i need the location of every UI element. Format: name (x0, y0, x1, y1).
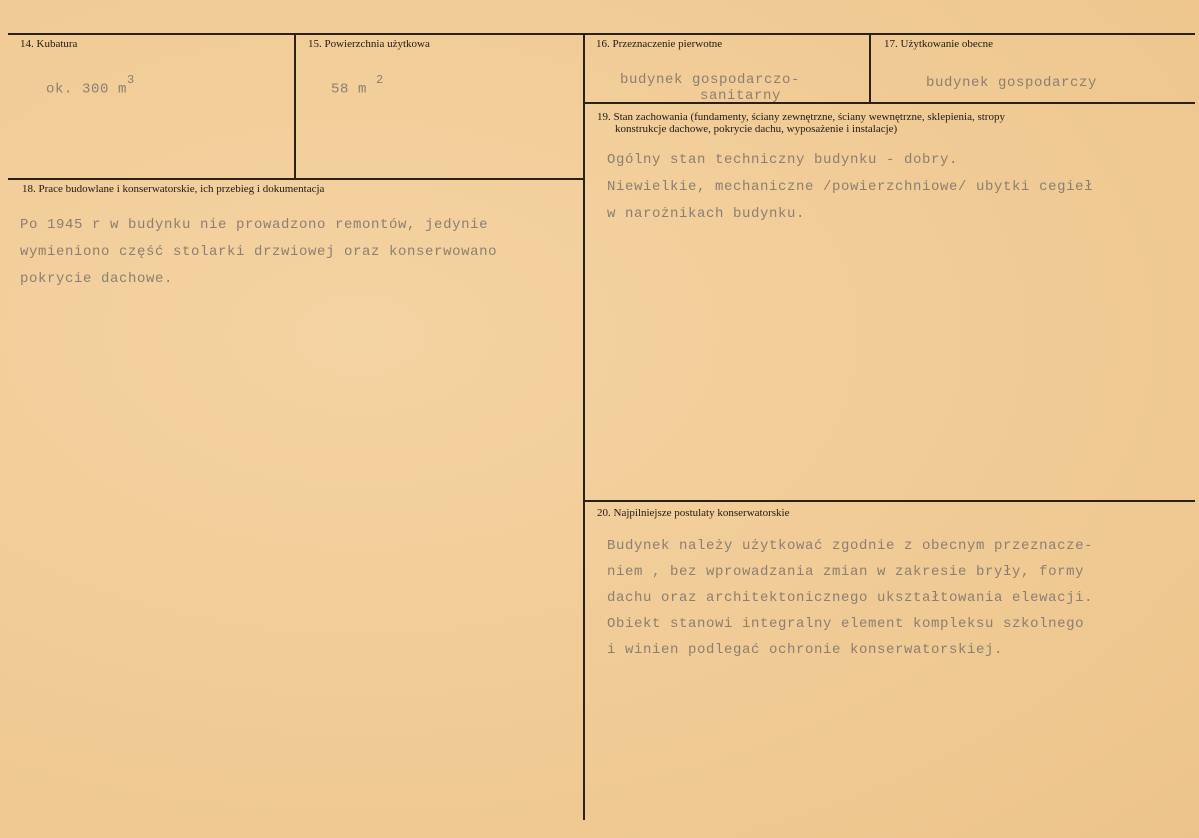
field-20-line-4: Obiekt stanowi integralny element kompleksu szkolnego (607, 616, 1085, 632)
divider-h-right-bottom (584, 500, 1195, 502)
divider-h-right-top (584, 102, 1195, 104)
divider-v-3 (869, 34, 871, 103)
field-14-label: 14. Kubatura (20, 38, 78, 50)
field-20-line-1: Budynek należy użytkować zgodnie z obecnym przeznacze- (607, 538, 1094, 554)
field-17-label: 17. Użytkowanie obecne (884, 38, 994, 50)
field-18-line-3: pokrycie dachowe. (20, 271, 174, 287)
field-19-line-1: Ogólny stan techniczny budynku - dobry. (607, 152, 959, 168)
field-19-label-line-2: konstrukcje dachowe, pokrycie dachu, wyposażenie i instalacje) (615, 123, 898, 135)
field-16-label: 16. Przeznaczenie pierwotne (596, 38, 723, 50)
field-15-value (331, 72, 384, 102)
field-14-text: ok. 300 m (46, 81, 128, 98)
field-20-line-5: i winien podlegać ochronie konserwatorskiej. (607, 642, 1004, 658)
field-19-label-line-1: 19. Stan zachowania (fundamenty, ściany zewnętrzne, ściany wewnętrzne, sklepienia, stropy (597, 111, 1005, 123)
divider-v-1 (294, 34, 296, 179)
field-18-line-2: wymieniono część stolarki drzwiowej oraz konserwowano (20, 244, 498, 260)
field-15-label: 15. Powierzchnia użytkowa (308, 38, 430, 50)
field-15-exponent: 2 (376, 73, 384, 87)
field-14-exponent: 3 (127, 73, 135, 87)
field-18-line-1: Po 1945 r w budynku nie prowadzono remontów, jedynie (20, 217, 489, 233)
field-19-line-3: w narożnikach budynku. (607, 206, 806, 222)
divider-h-left (8, 178, 584, 180)
field-16-line-1: budynek gospodarczo- (620, 72, 801, 88)
field-19-line-2: Niewielkie, mechaniczne /powierzchniowe/ ubytki cegieł (607, 179, 1094, 195)
field-20-line-2: niem , bez wprowadzania zmian w zakresie bryły, formy (607, 564, 1085, 580)
field-20-label: 20. Najpilniejsze postulaty konserwatorskie (597, 507, 790, 519)
field-15-text: 58 m (331, 81, 368, 98)
divider-v-center (583, 34, 585, 820)
field-17-value: budynek gospodarczy (926, 75, 1098, 91)
field-18-label: 18. Prace budowlane i konserwatorskie, ich przebieg i dokumentacja (22, 183, 325, 195)
field-16-line-2: sanitarny (700, 89, 782, 102)
field-14-value (46, 72, 135, 102)
field-20-line-3: dachu oraz architektonicznego ukształtowania elewacji. (607, 590, 1094, 606)
top-border (8, 33, 1195, 35)
